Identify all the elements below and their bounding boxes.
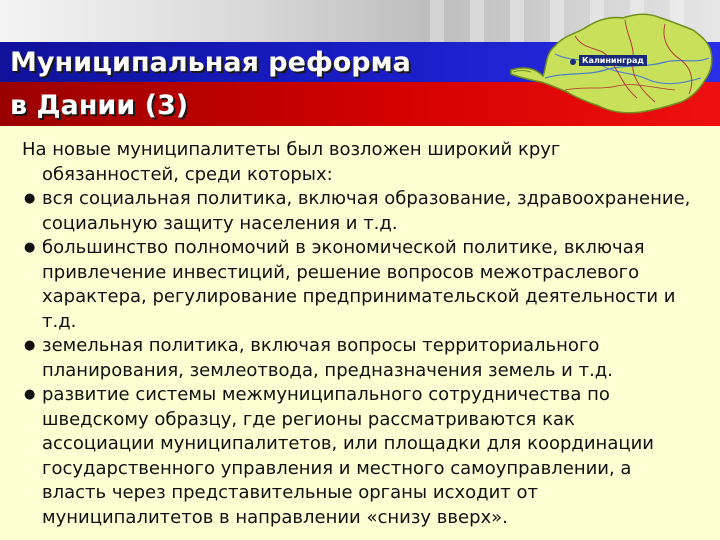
bullet-text: большинство полномочий в экономической политике, включая привлечение инвестиций, решение вопросов межотраслевого характера, регулирование предпринимательской деятельности и т.д.: [42, 237, 676, 332]
bullet-item: [22, 187, 692, 236]
intro-text: На новые муниципалитеты был возложен широкий круг обязанностей, среди которых:: [22, 139, 561, 185]
kaliningrad-map: [505, 6, 717, 126]
bullet-text: вся социальная политика, включая образование, здравоохранение, социальную защиту населения и т.д.: [42, 188, 691, 234]
slide-content: [22, 138, 692, 530]
bullet-item: [22, 383, 692, 530]
map-city-label: Калининград: [579, 55, 647, 66]
bullet-text: земельная политика, включая вопросы территориального планирования, землеотвода, предназначения земель и т.д.: [42, 335, 613, 381]
bullet-dot-icon: ●: [24, 338, 36, 353]
bullet-dot-icon: ●: [24, 240, 36, 255]
bullet-dot-icon: ●: [24, 191, 36, 206]
bullet-text: развитие системы межмуниципального сотрудничества по шведскому образцу, где регионы рассматриваются как ассоциации муниципалитетов, или площадки для координации государственного управления и местного самоуправлении, а власть через представительные органы исходит от муниципалитетов в направлении «снизу вверх».: [42, 384, 654, 528]
bullet-list: [22, 187, 692, 530]
slide-title-line2: в Дании (3): [10, 90, 189, 121]
bullet-item: [22, 334, 692, 383]
bullet-item: [22, 236, 692, 334]
bullet-dot-icon: ●: [24, 387, 36, 402]
slide-title-line1: Муниципальная реформа: [10, 47, 411, 78]
